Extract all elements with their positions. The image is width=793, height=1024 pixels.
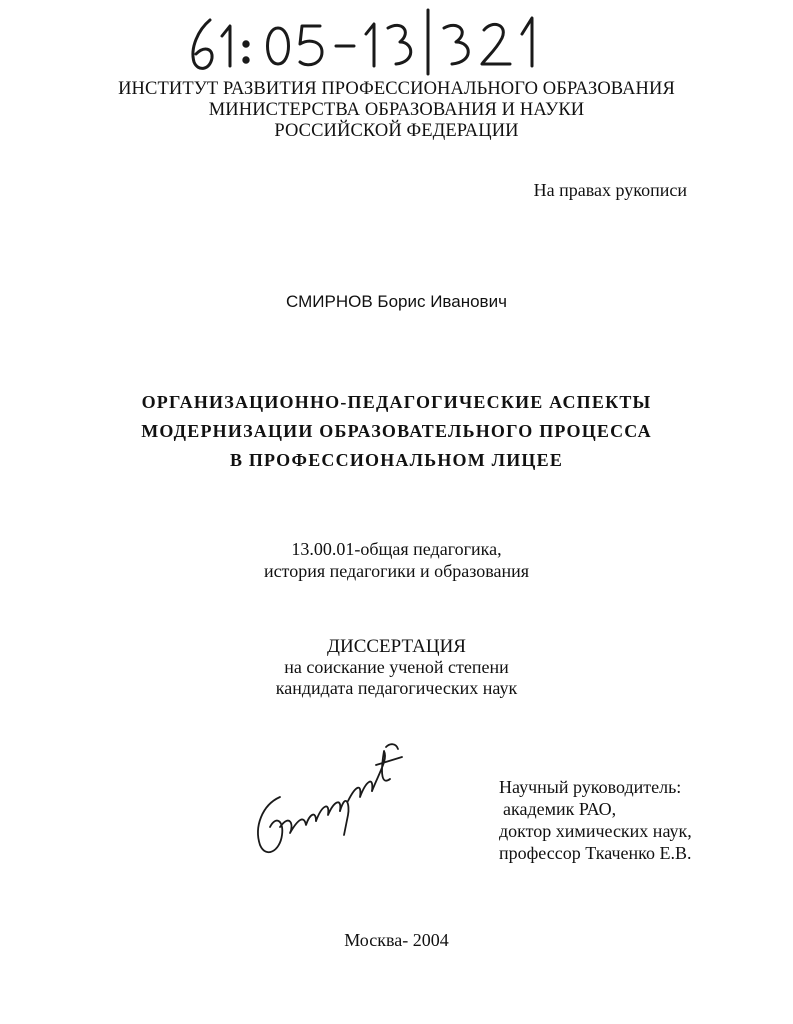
rights-note: На правах рукописи	[533, 180, 687, 200]
degree-type: ДИССЕРТАЦИЯ	[327, 636, 466, 657]
city-year: Москва- 2004	[344, 930, 449, 950]
title-line: ОРГАНИЗАЦИОННО-ПЕДАГОГИЧЕСКИЕ АСПЕКТЫ	[141, 392, 652, 412]
signature	[250, 735, 410, 865]
specialty-block	[0, 538, 793, 582]
advisor-line: доктор химических наук,	[499, 821, 692, 841]
institution-line: РОССИЙСКОЙ ФЕДЕРАЦИИ	[274, 121, 519, 141]
scientific-advisor	[499, 776, 692, 864]
title-line: В ПРОФЕССИОНАЛЬНОМ ЛИЦЕЕ	[229, 450, 564, 470]
degree-block	[0, 636, 793, 699]
advisor-line: академик РАО,	[503, 799, 617, 819]
institution-line: МИНИСТЕРСТВА ОБРАЗОВАНИЯ И НАУКИ	[208, 100, 585, 120]
institution-line: ИНСТИТУТ РАЗВИТИЯ ПРОФЕССИОНАЛЬНОГО ОБРАЗОВАНИЯ	[118, 79, 675, 99]
specialty-line: история педагогики и образования	[263, 561, 530, 581]
advisor-line: профессор Ткаченко Е.В.	[499, 843, 692, 863]
degree-line: кандидата педагогических наук	[275, 678, 518, 698]
specialty-line: 13.00.01-общая педагогика,	[291, 539, 502, 559]
advisor-line: Научный руководитель:	[499, 777, 682, 797]
handwritten-archive-code	[180, 8, 560, 78]
degree-line: на соискание ученой степени	[284, 657, 509, 677]
dissertation-title	[0, 388, 793, 475]
title-line: МОДЕРНИЗАЦИИ ОБРАЗОВАТЕЛЬНОГО ПРОЦЕССА	[141, 421, 652, 441]
institution-block	[0, 79, 793, 142]
author-name: СМИРНОВ Борис Иванович	[286, 292, 507, 311]
